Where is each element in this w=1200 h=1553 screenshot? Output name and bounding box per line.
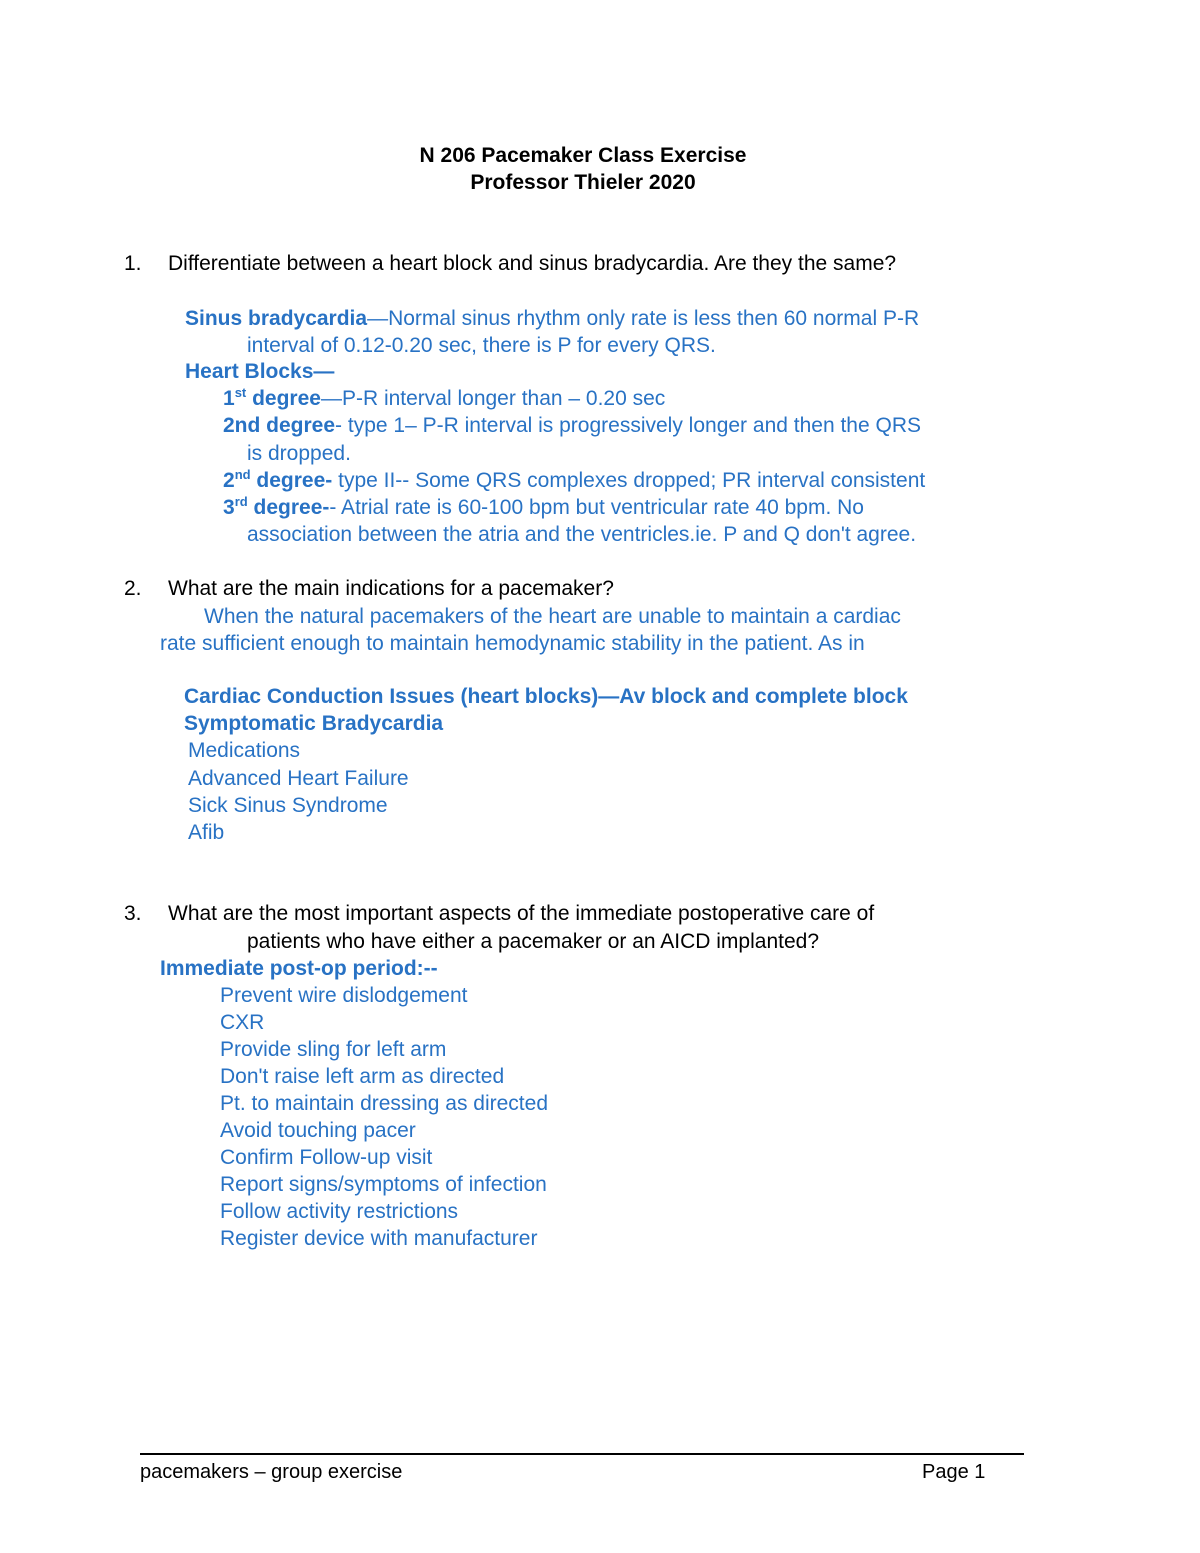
q3-list-item: Follow activity restrictions	[220, 1200, 459, 1223]
q3-list-item: Confirm Follow-up visit	[220, 1146, 433, 1169]
q2-list-item: Sick Sinus Syndrome	[188, 794, 388, 817]
second-degree-type1-text: - type 1– P-R interval is progressively longer and then the QRS	[335, 414, 921, 437]
heart-blocks-label: Heart Blocks—	[185, 360, 335, 383]
third-degree-label: degree-	[247, 496, 330, 519]
footer-page-number: Page 1	[922, 1461, 986, 1483]
q3-list-item: Provide sling for left arm	[220, 1038, 447, 1061]
third-degree-line	[223, 496, 864, 520]
q1-question: Differentiate between a heart block and sinus bradycardia. Are they the same?	[168, 252, 897, 275]
q3-list-item: Register device with manufacturer	[220, 1227, 538, 1250]
first-degree-sup: st	[234, 385, 247, 400]
second-degree-type2-sup: nd	[234, 467, 251, 482]
sinus-bradycardia-label: Sinus bradycardia	[185, 307, 368, 330]
q3-question-line2: patients who have either a pacemaker or an AICD implanted?	[247, 930, 819, 953]
immediate-postop-label: Immediate post-op period:--	[160, 957, 438, 980]
q2-list-item: Afib	[188, 821, 225, 844]
footer-left-text: pacemakers – group exercise	[140, 1461, 403, 1483]
document-subtitle: Professor Thieler 2020	[470, 171, 696, 194]
q3-list-item: Pt. to maintain dressing as directed	[220, 1092, 549, 1115]
q3-number: 3.	[124, 902, 142, 925]
first-degree-label: degree	[246, 387, 321, 410]
second-degree-type1-label: 2nd degree	[223, 414, 336, 437]
second-degree-type1-line	[223, 414, 921, 438]
first-degree-text: —P-R interval longer than – 0.20 sec	[320, 387, 666, 410]
third-degree-sup: rd	[234, 494, 248, 509]
q3-list-item: Prevent wire dislodgement	[220, 984, 468, 1007]
first-degree-line	[223, 387, 665, 411]
q1-number: 1.	[124, 252, 142, 275]
q2-question: What are the main indications for a pacemaker?	[168, 577, 614, 600]
third-degree-num: 3	[223, 496, 235, 519]
q2-list-item: Advanced Heart Failure	[188, 767, 409, 790]
q2-answer-line2: rate sufficient enough to maintain hemodynamic stability in the patient. As in	[160, 632, 865, 655]
sinus-bradycardia-text: —Normal sinus rhythm only rate is less then 60 normal P-R	[367, 307, 920, 330]
q2-list-item: Medications	[188, 739, 301, 762]
footer-divider	[140, 1453, 1024, 1455]
q3-question-line1: What are the most important aspects of the immediate postoperative care of	[168, 902, 875, 925]
sinus-bradycardia-line	[185, 307, 919, 331]
first-degree-num: 1	[223, 387, 235, 410]
q2-bold-item: Cardiac Conduction Issues (heart blocks)—Av block and complete block	[184, 685, 908, 708]
third-degree-cont: association between the atria and the ventricles.ie. P and Q don't agree.	[247, 523, 917, 546]
sinus-bradycardia-cont: interval of 0.12-0.20 sec, there is P for every QRS.	[247, 334, 716, 357]
q3-list-item: CXR	[220, 1011, 265, 1034]
q2-bold-item: Symptomatic Bradycardia	[184, 712, 444, 735]
q2-number: 2.	[124, 577, 142, 600]
second-degree-type1-cont: is dropped.	[247, 442, 351, 465]
document-title: N 206 Pacemaker Class Exercise	[419, 144, 747, 167]
second-degree-type2-line	[223, 469, 925, 493]
q3-list-item: Avoid touching pacer	[220, 1119, 416, 1142]
third-degree-text: - Atrial rate is 60-100 bpm but ventricular rate 40 bpm. No	[329, 496, 864, 519]
q2-answer-line1: When the natural pacemakers of the heart are unable to maintain a cardiac	[204, 605, 901, 628]
second-degree-type2-text: type II-- Some QRS complexes dropped; PR interval consistent	[332, 469, 926, 492]
q3-list-item: Report signs/symptoms of infection	[220, 1173, 547, 1196]
q3-list-item: Don't raise left arm as directed	[220, 1065, 505, 1088]
second-degree-type2-num: 2	[223, 469, 235, 492]
second-degree-type2-label: degree-	[250, 469, 333, 492]
